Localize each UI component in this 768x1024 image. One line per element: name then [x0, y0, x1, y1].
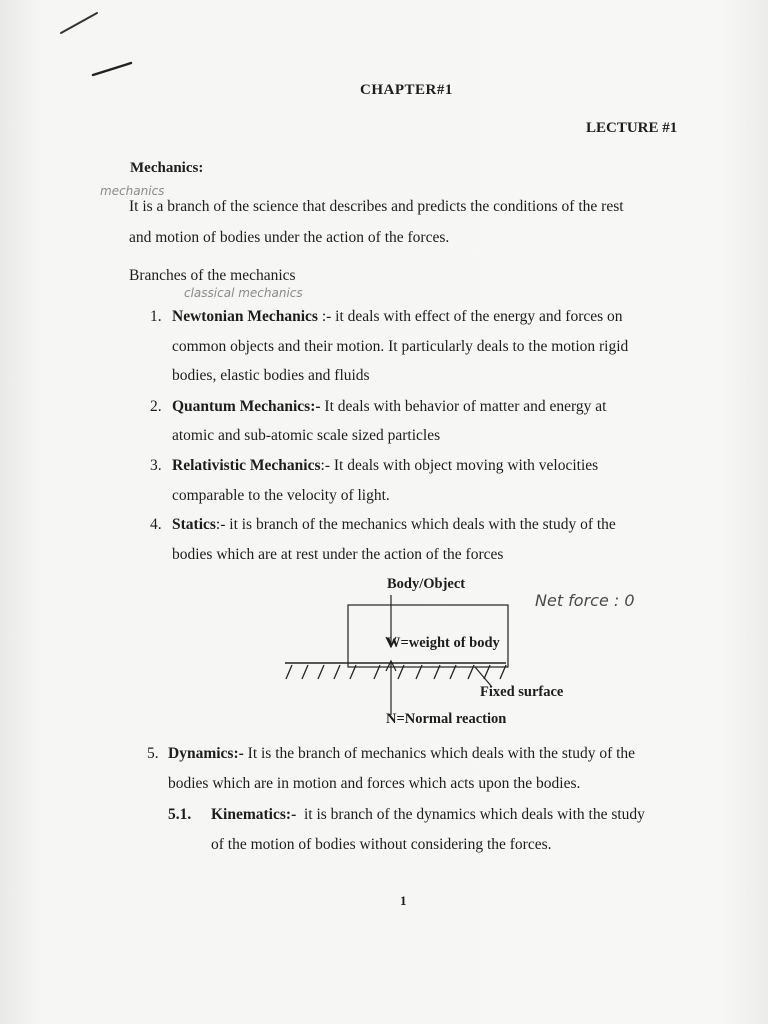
item-number: 1.	[150, 308, 162, 325]
item-text: It deals with behavior of matter and energy at	[320, 398, 607, 415]
item-line-2: common objects and their motion. It particularly deals to the motion rigid	[172, 338, 629, 355]
item-line-1	[172, 308, 623, 326]
item-title: Newtonian Mechanics	[172, 308, 318, 325]
pen-stroke-marks	[55, 5, 155, 85]
handwritten-classical-note: classical mechanics	[184, 286, 303, 300]
item-title: Dynamics:-	[168, 745, 244, 762]
branches-intro: Branches of the mechanics	[129, 267, 296, 284]
item-line-3: bodies, elastic bodies and fluids	[172, 367, 370, 384]
item-separator: :-	[320, 457, 334, 474]
subitem-line-1	[211, 806, 645, 824]
item-number: 3.	[150, 457, 162, 474]
item-text: it deals with effect of the energy and forces on	[335, 308, 623, 325]
item-line-1	[172, 398, 606, 416]
subitem-text: it is branch of the dynamics which deals with the study	[296, 806, 645, 823]
item-line-2: comparable to the velocity of light.	[172, 487, 390, 504]
page-number: 1	[400, 893, 407, 908]
item-title: Relativistic Mechanics	[172, 457, 321, 474]
item-title: Statics	[172, 516, 216, 533]
item-text: It is the branch of mechanics which deals with the study of the	[243, 745, 636, 762]
item-separator: :-	[215, 516, 230, 533]
weight-label: W=weight of body	[386, 635, 500, 651]
item-text: it is branch of the mechanics which deals with the study of the	[229, 516, 616, 533]
item-line-2: bodies which are in motion and forces which acts upon the bodies.	[168, 775, 581, 792]
item-separator: :-	[317, 308, 336, 325]
item-line-1	[168, 745, 635, 763]
definition-line-2: and motion of bodies under the action of the forces.	[129, 229, 450, 246]
margin-note: mechanics	[100, 184, 165, 198]
subitem-title: Kinematics:-	[211, 806, 297, 823]
item-line-1	[172, 457, 598, 475]
item-number: 4.	[150, 516, 162, 533]
subitem-line-2: of the motion of bodies without considering the forces.	[211, 836, 552, 853]
body-object-label: Body/Object	[387, 576, 466, 592]
chapter-title: CHAPTER#1	[360, 82, 453, 98]
item-line-2: bodies which are at rest under the action of the forces	[172, 546, 504, 563]
mechanics-heading: Mechanics:	[130, 160, 204, 176]
definition-line-1: It is a branch of the science that describes and predicts the conditions of the rest	[129, 198, 624, 215]
item-number: 5.	[147, 745, 159, 762]
subitem-number: 5.1.	[168, 806, 192, 823]
normal-reaction-label: N=Normal reaction	[386, 711, 507, 727]
item-line-2: atomic and sub-atomic scale sized particles	[172, 427, 441, 444]
fixed-surface-label: Fixed surface	[480, 684, 564, 700]
item-line-1	[172, 516, 616, 534]
handwritten-net-force-note: Net force : 0	[535, 591, 635, 610]
lecture-title: LECTURE #1	[586, 120, 678, 136]
item-text: It deals with object moving with velocities	[333, 457, 599, 474]
item-title: Quantum Mechanics:-	[172, 398, 321, 415]
item-number: 2.	[150, 398, 162, 415]
